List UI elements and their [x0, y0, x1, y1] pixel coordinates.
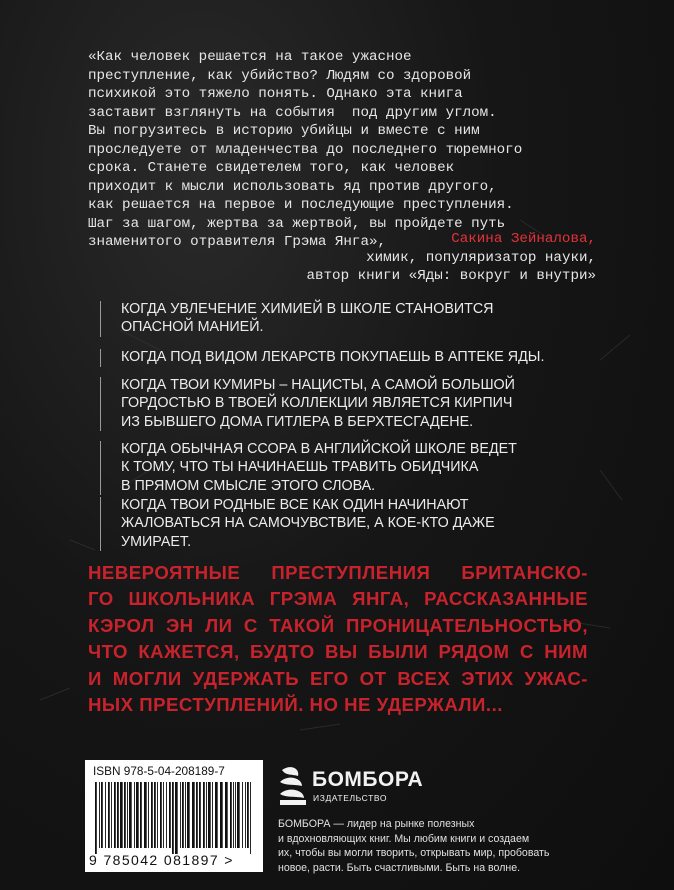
divider — [100, 497, 101, 551]
promo-line: И МОГЛИ УДЕРЖАТЬ ЕГО ОТ ВСЕХ ЭТИХ УЖАС- — [88, 667, 588, 689]
teaser-text: КОГДА ТВОИ КУМИРЫ – НАЦИСТЫ, А САМОЙ БОЛЬШОЙ ГОРДОСТЬЮ В ТВОЕЙ КОЛЛЕКЦИИ ЯВЛЯЕТСЯ КИРПИЧ ИЗ БЫВШЕГО ДОМА ГИТЛЕРА В БЕРХТЕСГАДЕНЕ. — [121, 377, 515, 430]
bombora-wave-icon — [278, 764, 310, 808]
barcode-bar — [180, 782, 181, 848]
barcode-bar — [250, 782, 251, 854]
author-name: Сакина Зейналова, — [451, 231, 596, 247]
barcode-bar — [245, 782, 246, 848]
quote-line: Вы погрузитесь в историю убийцы и вместе с ним — [88, 123, 480, 139]
barcode-bar — [111, 782, 112, 848]
publisher-subtitle: ИЗДАТЕЛЬСТВО — [313, 793, 388, 803]
divider — [100, 441, 101, 495]
about-line: и вдохновляющих книг. Мы любим книги и создаем — [278, 832, 530, 845]
promo-line: КЭРОЛ ЭН ЛИ С ТАКОЙ ПРОНИЦАТЕЛЬНОСТЬЮ, — [88, 614, 588, 636]
barcode-bar — [99, 782, 100, 848]
about-line: БОМБОРА — лидер на рынке полезных — [278, 818, 475, 830]
barcode-bar — [185, 782, 186, 848]
barcode-bar — [203, 782, 205, 848]
barcode-bar — [172, 782, 174, 854]
barcode-bar — [215, 782, 218, 848]
publisher-logo — [278, 762, 424, 812]
quote-line: проследуете от младенчества до последнего тюремного — [88, 141, 523, 158]
quote-line: психикой это тяжело понять. Однако эта книга — [88, 86, 463, 102]
quote-line: приходит к мысли использовать яд против другого, — [88, 178, 497, 195]
barcode-bar — [192, 782, 195, 848]
barcode-bar — [154, 782, 156, 848]
barcode-bar — [101, 782, 103, 848]
about-line: их, чтобы вы могли творить, открывать мир, пробовать — [278, 847, 550, 860]
isbn-label: ISBN 978-5-04-208189-7 — [93, 764, 225, 778]
barcode-bar — [182, 782, 184, 848]
teaser-text: КОГДА ОБЫЧНАЯ ССОРА В АНГЛИЙСКОЙ ШКОЛЕ ВЕДЕТ К ТОМУ, ЧТО ТЫ НАЧИНАЕШЬ ТРАВИТЬ ОБИДЧИКА В ПРЯМОМ СМЫСЛЕ ЭТОГО СЛОВА. — [121, 441, 517, 494]
barcode-bar — [151, 782, 153, 848]
barcode-bar — [108, 782, 110, 848]
barcode-bar — [117, 782, 119, 848]
review-quote — [88, 48, 628, 252]
quote-line: Шаг за шагом, жертва за жертвой, вы пройдете путь — [88, 215, 506, 232]
barcode-bar — [235, 782, 236, 848]
author-role: химик, популяризатор науки, — [366, 249, 596, 266]
barcode-bar — [199, 782, 201, 848]
quote-line: знаменитого отравителя Грэма Янга», — [88, 234, 386, 250]
promo-line: НЫХ ПРЕСТУПЛЕНИЙ. НО НЕ УДЕРЖАЛИ... — [88, 694, 503, 716]
quote-line: заставит взглянуть на события под другим углом. — [88, 104, 497, 121]
teaser-text: КОГДА ТВОИ РОДНЫЕ ВСЕ КАК ОДИН НАЧИНАЮТ ЖАЛОВАТЬСЯ НА САМОЧУВСТВИЕ, А КОЕ-КТО ДАЖЕ УМИРАЕТ. — [121, 497, 495, 550]
barcode-bar — [175, 782, 178, 854]
promo-line: ГО ШКОЛЬНИКА ГРЭМА ЯНГА, РАССКАЗАННЫЕ — [88, 588, 588, 610]
barcode-bar — [187, 782, 190, 848]
about-line: новое, расти. Быть счастливыми. Быть на волне. — [278, 862, 521, 875]
promo-blurb — [88, 560, 588, 718]
barcode-bar — [242, 782, 243, 848]
teaser-text: КОГДА ПОД ВИДОМ ЛЕКАРСТВ ПОКУПАЕШЬ В АПТЕКЕ ЯДЫ. — [121, 349, 545, 365]
barcode-bar — [95, 782, 97, 854]
divider — [100, 301, 101, 337]
quote-line: преступление, как убийство? Людям со здоровой — [88, 67, 472, 84]
barcode-bar — [144, 782, 147, 848]
barcode-bar — [206, 782, 207, 848]
barcode-bar — [233, 782, 234, 848]
barcode-bar — [196, 782, 198, 848]
barcode-bar — [157, 782, 158, 848]
quote-line: срока. Станете свидетелем того, как человек — [88, 160, 455, 176]
barcode-bar — [114, 782, 116, 848]
barcode-bar — [124, 782, 126, 848]
barcode-bar — [247, 782, 249, 848]
quote-attribution — [307, 230, 596, 286]
promo-line: НЕВЕРОЯТНЫЕ ПРЕСТУПЛЕНИЯ БРИТАНСКО- — [88, 562, 588, 583]
barcode-bar — [237, 782, 240, 848]
barcode-bar — [148, 782, 149, 848]
teaser-text: КОГДА УВЛЕЧЕНИЕ ХИМИЕЙ В ШКОЛЕ СТАНОВИТСЯ ОПАСНОЙ МАНИЕЙ. — [121, 301, 494, 336]
publisher-name: БОМБОРА — [312, 768, 424, 791]
barcode-bar — [129, 782, 132, 848]
barcode-number: 9 785042 081897 > — [89, 852, 234, 868]
barcode-bar — [220, 782, 223, 848]
barcode-bar — [127, 782, 128, 848]
author-book: автор книги «Яды: вокруг и внутри» — [306, 268, 596, 284]
quote-line: как решается на первое и последующие преступления. — [88, 197, 514, 213]
barcode-bar — [163, 782, 164, 848]
barcode-bar — [120, 782, 123, 848]
barcode-bar — [105, 782, 106, 848]
divider — [100, 377, 101, 431]
barcode-bars — [91, 782, 257, 854]
barcode — [85, 760, 263, 872]
barcode-bar — [136, 782, 139, 848]
publisher-about — [278, 817, 550, 876]
barcode-bar — [169, 782, 171, 848]
quote-line: «Как человек решается на такое ужасное — [88, 49, 412, 65]
barcode-bar — [225, 782, 228, 848]
barcode-bar — [208, 782, 211, 848]
barcode-bar — [160, 782, 162, 848]
barcode-bar — [212, 782, 213, 848]
divider — [100, 349, 101, 367]
promo-line: ЧТО КАЖЕТСЯ, БУДТО ВЫ БЫЛИ РЯДОМ С НИМ — [88, 641, 588, 663]
barcode-bar — [140, 782, 142, 848]
barcode-bar — [230, 782, 232, 848]
barcode-bar — [166, 782, 167, 848]
barcode-bar — [134, 782, 135, 848]
